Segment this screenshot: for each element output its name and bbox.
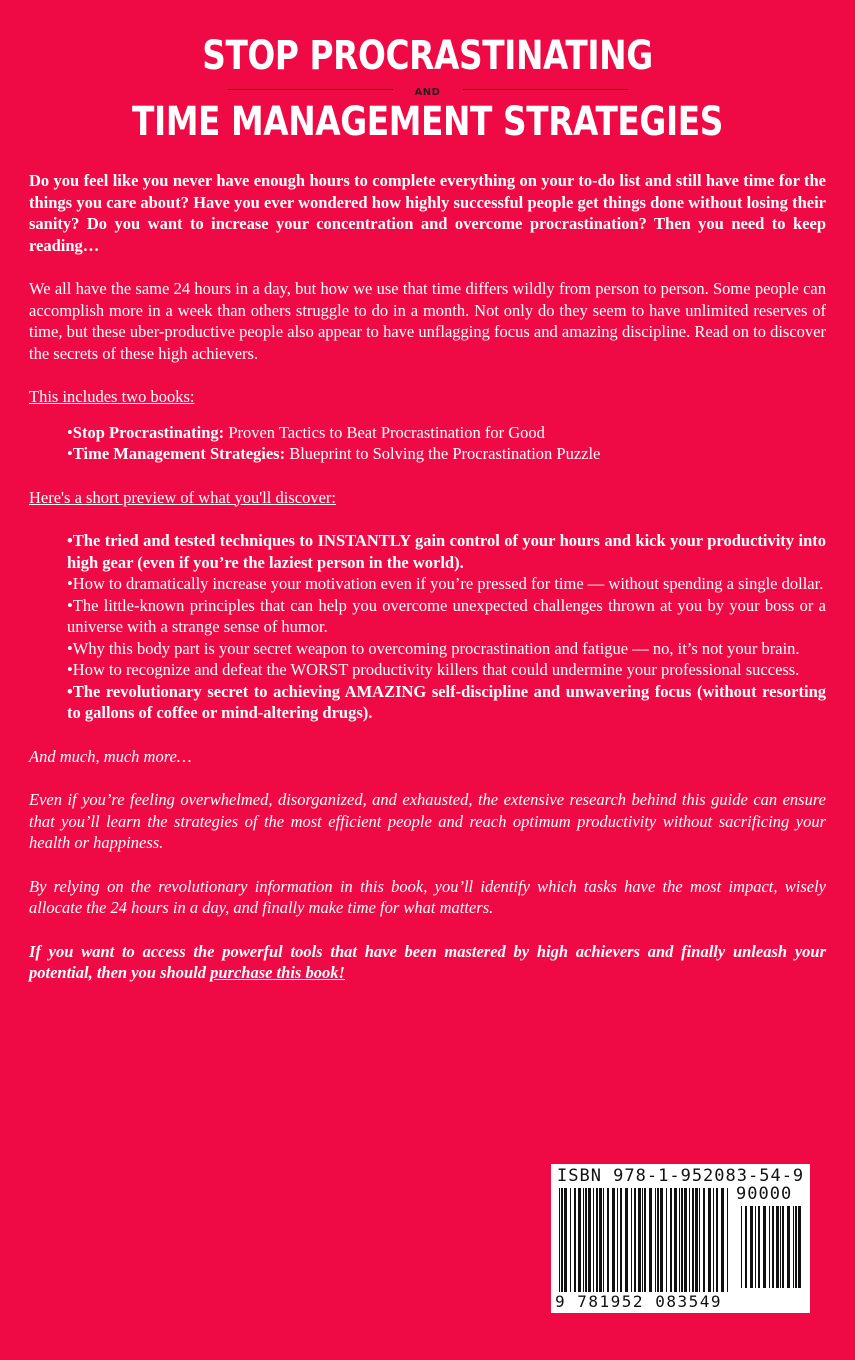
- barcode-bar: [670, 1188, 672, 1292]
- barcode-bar: [769, 1206, 770, 1288]
- barcode-bar: [585, 1188, 587, 1292]
- title-line-1: STOP PROCRASTINATING: [202, 33, 653, 79]
- barcode-bar: [644, 1188, 646, 1292]
- blurb-content: [29, 170, 826, 1006]
- bullet: •: [67, 444, 73, 463]
- intro-body: We all have the same 24 hours in a day, but how we use that time differs wildly from person to person. Some people can accomplish more in a week than others struggle to do in a month. Not only do they seem to have unlimited reserves of time, but these uber-productive people also appear to have unflagging focus and amazing discipline. Read on to discover the secrets of these high achievers.: [29, 279, 826, 363]
- barcode-bar: [564, 1188, 567, 1292]
- book-item: [67, 422, 826, 444]
- barcode-bar: [713, 1188, 714, 1292]
- barcode-bar: [638, 1188, 641, 1292]
- title-connector-row: [228, 82, 628, 96]
- barcode-bar: [699, 1188, 700, 1292]
- barcode-bar: [684, 1188, 687, 1292]
- price-barcode-bars: [741, 1206, 803, 1288]
- barcode-bar: [689, 1188, 690, 1292]
- preview-item: •How to dramatically increase your motivation even if you’re pressed for time — without spending a single dollar.: [67, 574, 824, 593]
- book-title: Time Management Strategies:: [72, 444, 286, 463]
- preview-item: •The tried and tested techniques to INSTANTLY gain control of your hours and kick your productivity into high gear (even if you’re the laziest person in the world).: [67, 531, 826, 572]
- barcode-bar: [721, 1188, 724, 1292]
- isbn-barcode: [551, 1164, 810, 1313]
- barcode-bar: [620, 1188, 622, 1292]
- books-heading-wrap: [29, 386, 826, 408]
- bullet: •: [67, 422, 73, 442]
- price-code: 90000: [736, 1184, 793, 1204]
- barcode-bar: [583, 1188, 584, 1292]
- barcode-bar: [708, 1188, 711, 1292]
- barcode-bar: [793, 1206, 794, 1288]
- barcode-bar: [617, 1188, 618, 1292]
- barcode-bar: [596, 1188, 598, 1292]
- barcode-bar: [776, 1206, 779, 1288]
- barcode-bar: [657, 1188, 659, 1292]
- barcode-bar: [603, 1188, 604, 1292]
- barcode-bar: [570, 1188, 571, 1292]
- barcode-bar: [745, 1206, 747, 1288]
- barcode-bar: [599, 1188, 602, 1292]
- barcode-bar: [681, 1188, 683, 1292]
- barcode-bars: [559, 1188, 731, 1292]
- barcode-bar: [695, 1188, 698, 1292]
- preview-item: •The revolutionary secret to achieving AMAZING self-discipline and unwavering focus (without resorting to gallons of coffee or mind-altering drugs).: [67, 681, 826, 722]
- book-subtitle: Blueprint to Solving the Procrastination Puzzle: [285, 444, 601, 463]
- barcode-bar: [631, 1188, 632, 1292]
- barcode-bar: [755, 1206, 756, 1288]
- barcode-bar: [772, 1206, 774, 1288]
- preview-list: [29, 530, 826, 724]
- barcode-digits: 9 781952 083549: [555, 1292, 722, 1311]
- book-item: [67, 443, 826, 465]
- barcode-bar: [625, 1188, 628, 1292]
- book-subtitle: Proven Tactics to Beat Procrastination for Good: [224, 422, 545, 442]
- barcode-bar: [741, 1206, 742, 1288]
- barcode-bar: [578, 1188, 581, 1292]
- divider-left: [228, 89, 393, 90]
- title-connector: AND: [414, 87, 441, 98]
- divider-right: [463, 89, 628, 90]
- cover-title-block: [0, 30, 855, 148]
- barcode-bar: [780, 1206, 781, 1288]
- barcode-bar: [798, 1206, 801, 1288]
- barcode-bar: [574, 1188, 576, 1292]
- barcode-bar: [642, 1188, 643, 1292]
- preview-heading: Here's a short preview of what you'll discover:: [29, 487, 336, 507]
- and-more: And much, much more…: [29, 746, 192, 766]
- barcode-bar: [612, 1188, 615, 1292]
- barcode-bar: [727, 1188, 728, 1292]
- barcode-bar: [588, 1188, 591, 1292]
- barcode-bar: [559, 1188, 560, 1292]
- barcode-bar: [674, 1188, 677, 1292]
- call-to-action: [29, 941, 826, 984]
- barcode-bar: [649, 1188, 652, 1292]
- title-line-2: TIME MANAGEMENT STRATEGIES: [132, 99, 723, 145]
- barcode-bar: [703, 1188, 705, 1292]
- barcode-bar: [795, 1206, 797, 1288]
- closing-paragraph-2: By relying on the revolutionary information in this book, you’ll identify which tasks have the most impact, wisely allocate the 24 hours in a day, and finally make time for what matters.: [29, 876, 826, 917]
- barcode-bar: [758, 1206, 760, 1288]
- barcode-bar: [634, 1188, 636, 1292]
- preview-item: •The little-known principles that can help you overcome unexpected challenges thrown at you by your boss or a universe with a strange sense of humor.: [67, 595, 826, 636]
- barcode-bar: [692, 1188, 694, 1292]
- barcode-bar: [750, 1206, 753, 1288]
- preview-heading-wrap: [29, 487, 826, 509]
- books-heading: This includes two books:: [29, 387, 195, 406]
- intro-hook: Do you feel like you never have enough hours to complete everything on your to-do list and still have time for the things you care about? Have you ever wondered how highly successful people get things done without losing their sanity? Do you want to increase your concentration and overcome procrastination? Then you need to keep reading…: [29, 171, 826, 255]
- book-title: Stop Procrastinating:: [72, 422, 225, 442]
- barcode-bar: [593, 1188, 594, 1292]
- barcode-bar: [763, 1206, 766, 1288]
- cta-text: If you want to access the powerful tools that have been mastered by high achievers and finally unleash your potential, then you should: [29, 941, 826, 982]
- barcode-bar: [561, 1188, 563, 1292]
- barcode-bar: [679, 1188, 680, 1292]
- preview-item: •Why this body part is your secret weapon to overcoming procrastination and fatigue — no, it’s not your brain.: [67, 638, 800, 658]
- barcode-bar: [655, 1188, 656, 1292]
- purchase-link[interactable]: purchase this book!: [210, 963, 345, 982]
- closing-paragraph-1: Even if you’re feeling overwhelmed, disorganized, and exhausted, the extensive research behind this guide can ensure that you’ll learn the strategies of the most efficient people and reach optimum productivity without sacrificing your health or happiness.: [29, 790, 826, 852]
- barcode-bar: [716, 1188, 718, 1292]
- barcode-bar: [787, 1206, 790, 1288]
- isbn-label: ISBN 978-1-952083-54-9: [557, 1166, 805, 1186]
- barcode-bar: [782, 1206, 784, 1288]
- barcode-bar: [660, 1188, 663, 1292]
- preview-item: •How to recognize and defeat the WORST productivity killers that could undermine your professional success.: [67, 660, 800, 679]
- barcode-bar: [666, 1188, 667, 1292]
- books-list: [29, 422, 826, 465]
- barcode-bar: [607, 1188, 609, 1292]
